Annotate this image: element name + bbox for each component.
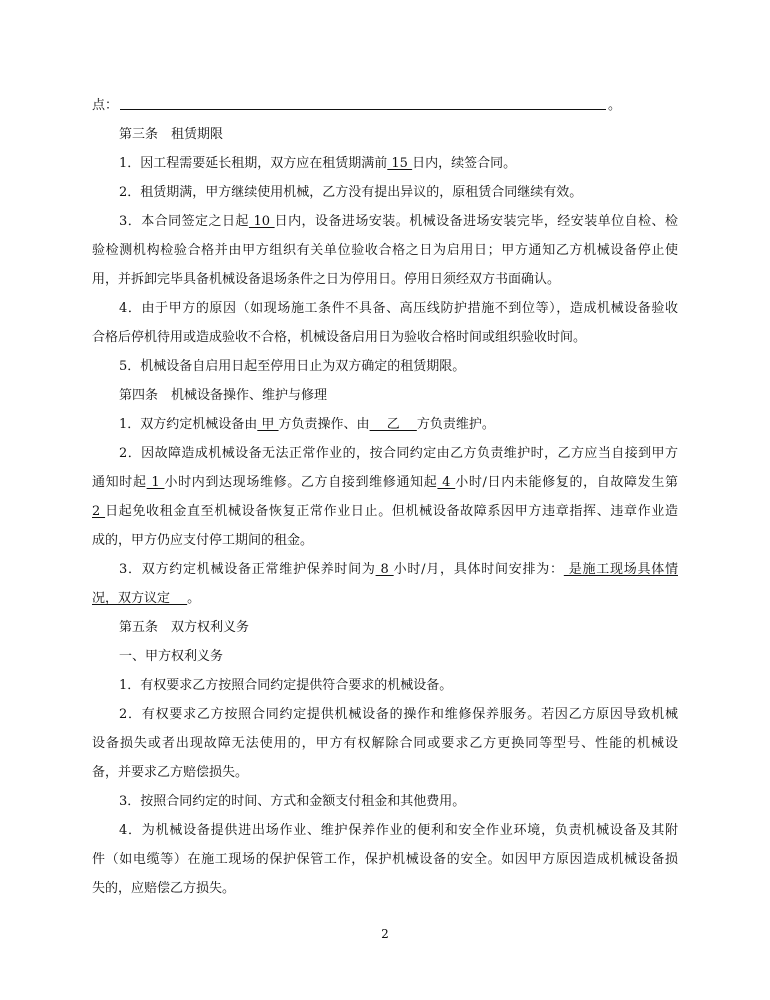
article-3-item-3: 3．本合同签定之日起 10 日内，设备进场安装。机械设备进场安装完毕，经安装单位自检、检 bbox=[119, 214, 678, 229]
article-4-item-3: 3．双方约定机械设备正常维护保养时间为 8 小时/月，具体时间安排为： 是施工现场具体情 bbox=[119, 562, 678, 577]
article-4-item-2: 2．因故障造成机械设备无法正常作业的，按合同约定由乙方负责维护时，乙方应当自接到甲方 bbox=[119, 446, 678, 461]
article-3-heading: 第三条 租赁期限 bbox=[119, 127, 224, 142]
article-3-item-3-cont: 验检测机构检验合格并由甲方组织有关单位验收合格之日为启用日；甲方通知乙方机械设备停止使 bbox=[92, 243, 678, 258]
filled-value: 4 bbox=[437, 475, 456, 490]
party-a-heading: 一、甲方权利义务 bbox=[119, 649, 224, 664]
filled-value: 况，双方议定 bbox=[92, 591, 188, 606]
filled-value: 甲 bbox=[257, 417, 279, 432]
party-a-item-2-cont: 备，并要求乙方赔偿损失。 bbox=[92, 765, 249, 780]
filled-value: 是施工现场具体情 bbox=[563, 562, 678, 577]
page-number: 2 bbox=[381, 927, 389, 941]
party-a-item-2: 2．有权要求乙方按照合同约定提供机械设备的操作和维修保养服务。若因乙方原因导致机械 bbox=[119, 707, 678, 722]
party-a-item-4-cont: 件（如电缆等）在施工现场的保护保管工作，保护机械设备的安全。如因甲方原因造成机械设备损 bbox=[92, 852, 678, 867]
filled-value: 乙 bbox=[369, 417, 417, 432]
filled-value: 10 bbox=[248, 214, 275, 229]
article-3-item-4-cont: 合格后停机待用或造成验收不合格，机械设备启用日为验收合格时间或组织验收时间。 bbox=[92, 330, 587, 345]
article-3-item-5: 5．机械设备自启用日起至停用日止为双方确定的租赁期限。 bbox=[119, 359, 466, 374]
filled-value: 15 bbox=[387, 156, 413, 171]
filled-value: 8 bbox=[375, 562, 394, 577]
article-3-item-2: 2．租赁期满，甲方继续使用机械，乙方没有提出异议的，原租赁合同继续有效。 bbox=[119, 185, 583, 200]
article-4-item-2-cont: 通知时起 1 小时内到达现场维修。乙方自接到维修通知起 4 小时/日内未能修复的，自故障发生第 bbox=[92, 475, 678, 490]
filled-value: 2 bbox=[92, 504, 106, 519]
contract-body bbox=[92, 91, 678, 903]
party-a-item-1: 1．有权要求乙方按照合同约定提供符合要求的机械设备。 bbox=[119, 678, 453, 693]
article-3-item-1: 1．因工程需要延长租期，双方应在租赁期满前 15 日内，续签合同。 bbox=[119, 156, 517, 171]
filled-value: 1 bbox=[146, 475, 165, 490]
article-4-item-3-cont: 况，双方议定 。 bbox=[92, 591, 201, 606]
article-4-heading: 第四条 机械设备操作、维护与修理 bbox=[119, 388, 328, 403]
article-5-heading: 第五条 双方权利义务 bbox=[119, 620, 250, 635]
party-a-item-4: 4．为机械设备提供进出场作业、维护保养作业的便利和安全作业环境，负责机械设备及其附 bbox=[119, 823, 678, 838]
location-line: 点： 。 bbox=[92, 91, 678, 120]
article-4-item-1: 1．双方约定机械设备由 甲 方负责操作、由 乙 方负责维护。 bbox=[119, 417, 495, 432]
article-4-item-2-cont: 成的，甲方仍应支付停工期间的租金。 bbox=[92, 533, 314, 548]
article-3-item-4: 4．由于甲方的原因（如现场施工条件不具备、高压线防护措施不到位等），造成机械设备验收 bbox=[119, 301, 678, 316]
party-a-item-3: 3．按照合同约定的时间、方式和金额支付租金和其他费用。 bbox=[119, 794, 466, 809]
location-blank bbox=[120, 95, 606, 110]
party-a-item-4-cont: 失的，应赔偿乙方损失。 bbox=[92, 881, 236, 896]
article-4-item-2-cont: 2 日起免收租金直至机械设备恢复正常作业日止。但机械设备故障系因甲方违章指挥、违章作业造 bbox=[92, 504, 678, 519]
article-3-item-3-cont: 用，并拆卸完毕具备机械设备退场条件之日为停用日。停用日须经双方书面确认。 bbox=[92, 272, 561, 287]
party-a-item-2-cont: 设备损失或者出现故障无法使用的，甲方有权解除合同或要求乙方更换同等型号、性能的机械设 bbox=[92, 736, 678, 751]
